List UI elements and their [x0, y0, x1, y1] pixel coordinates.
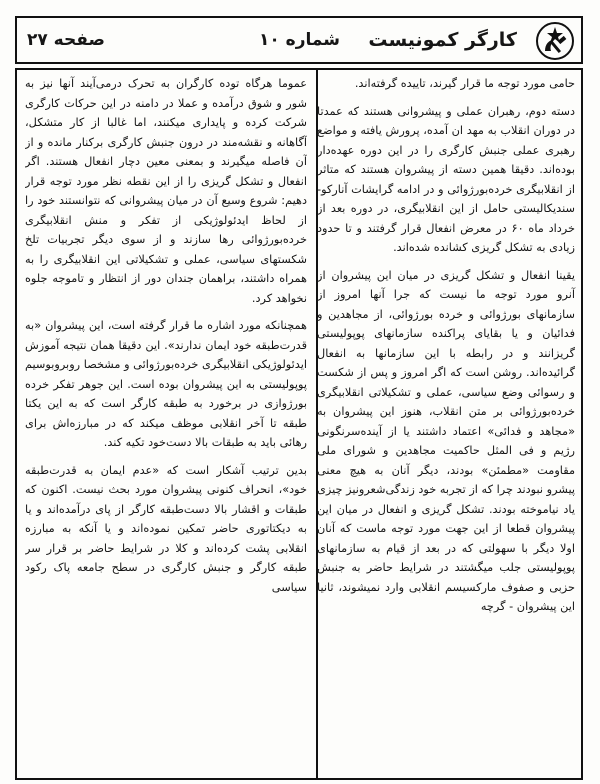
paragraph: حامی مورد توجه ما قرار گیرند، تاییده گرفته‌اند. [354, 77, 575, 90]
article-frame [15, 68, 583, 780]
paragraph: همچنانکه مورد اشاره ما قرار گرفته است، این پیشروان «به قدرت‌طبقه خود ایمان ندارند». این دقیقا همان نتیجه آموزش ایدئولوژیکی انقلابیگری خرده‌بورژوائی و مشخصا روبروبوسیم پوپولیستی به این پیشروان بوده است. این جوهر تفکر خرده بورژوازی در برخورد به طبقه کارگر است که به این یکتا طبقه تا آخر انقلابی موظف میکند که در مبارزه‌اش برای رهائی باید به طبقات بالا دست‌خود تکیه کند. [25, 319, 307, 449]
left-column [25, 74, 307, 774]
hammer-sickle-star-icon [535, 21, 575, 61]
paragraph: عموما هرگاه توده کارگران به تحرک درمی‌آیند آنها نیز به شور و شوق درآمده و عملا در دامنه در این حرکات کارگری شرکت کرده و پایداری میکنند، اما غالبا از کار متشکل، آگاهانه و نقشه‌مند در درون جنبش کارگری برکنار مانده و از آن فاصله میگیرند و بمعنی معین دچار انفعال هستند. اگر انفعال و تشکل گریزی را از این نقطه نظر مورد توجه قرار دهیم: شروع وسیع آن در میان پیشروانی که نتوانستند خود را از لحاظ ایدئولوژیکی از تفکر و منش انقلابیگری خرده‌بورژوائی رها سازند و از سوی دیگر تجربیات تلخ شکستهای سیاسی، عملی و تشکیلاتی این انقلابیگری را به همراه داشتند، براهمان جندان دور از انتظار و تاموجه جلوه نخواهد کرد. [25, 77, 307, 305]
page-number: صفحه ۲۷ [27, 30, 105, 50]
paragraph: دسته دوم، رهبران عملی و پیشروانی هستند که عمدتا در دوران انقلاب به مهد ان آمده، پرورش یافته و مواضع رهبری عملی جنبش کارگری را در این دوره عهده‌دار بوده‌اند. دقیقا همین دسته از پیشروان هستند که متاثر از انقلابیگری خرده‌بورژوائی و در ادامه گرایشات آنارکو- سندیکالیستی حامل از این انقلابیگری، در دوره بعد از خرداد ماه ۶۰ در معرض انفعال قرار گرفتند و تا حدود زیادی به تشکل گریزی کشانده شده‌اند. [317, 104, 575, 254]
masthead-bar [15, 16, 583, 64]
right-column [317, 74, 579, 774]
paragraph: یقینا انفعال و تشکل گریزی در میان این پیشروان از آنرو مورد توجه ما نیست که جرا آنها امروز از سازمانهای بورژوائی و خرده بورژوائی، از مجاهدین و فدائیان و یا بقایای پراکنده سازمانهای پوپولیستی گریزانند و در رابطه با این سازمانها به انفعال گرائیده‌اند. روشن است که اگر امروز و پس از شکست و رسوائی وضع سیاسی، عملی و تشکیلاتی انقلابیگری خرده‌بورژوائی بر متن انقلاب، هنوز این پیشروان به «مجاهد و فدائی» اعتماد داشتند یا از آینده‌سرنگونی رژیم و فی المثل حاکمیت مجاهدین و شورای ملی مقاومت «مطمئن» بودند، دیگر آنان به هیچ معنی پیشرو نبودند چرا که از تجربه خود زندگی‌شعر‌ونیز چیزی یاد نیاموخته بودند. تشکل گریزی و انفعال در میان این پیشروان قطعا از این جهت مورد توجه ماست که آنان اولا دیگر با سهولتی که در بعد از قیام به سازمانهای پوپولیستی جلب میگشتند در شرایط حاضر به جنبش حزبی و صفوف مارکسیسم انقلابی وارد نمیشوند، ثانیا این پیشروان - گرچه [317, 268, 575, 613]
publication-title: کارگر کمونیست [368, 29, 517, 51]
issue-number: شماره ۱۰ [259, 30, 341, 50]
paragraph: بدین ترتیب آشکار است که «عدم ایمان به قدرت‌طبقه خود»، انحراف کنونی پیشروان مورد بحث نیست. اکنون که طبقات و اقشار بالا دست‌طبقه کارگر از پای درآمده‌اند و یا به دیکتاتوری حاضر تمکین نموده‌اند و یا آنکه به مبارزه انقلابی پشت کرده‌اند و کلا در شرایط حاضر بر قرار سر طبقه کارگر و جنبش کارگری در سطح جامعه پاک رکود سیاسی [25, 463, 307, 594]
